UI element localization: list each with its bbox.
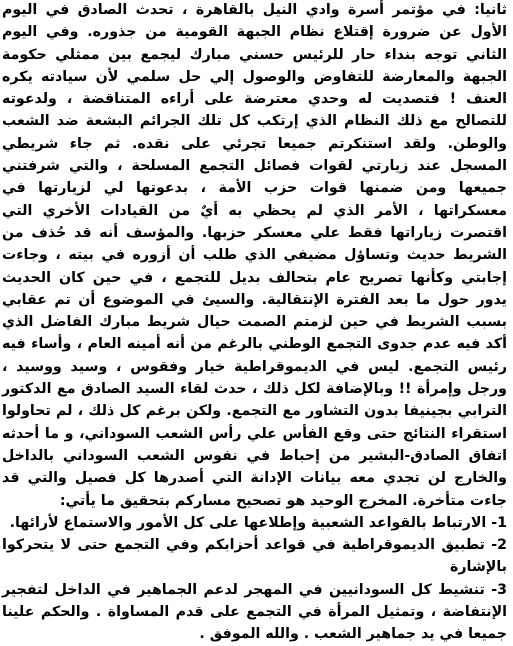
main-paragraph: ثانيا: في مؤتمر أسرة وادي النيل بالقاهرة ، تحدث الصادق في اليوم الأول عن ضرورة إقتلاع نظام الجبهة القومية من جذوره. وفي اليوم الثاني توجه بنداء حار للرئيس حسني مبارك ليجمع بين ممثلي حكومة الجبهة والمعارضة للتفاوض والوصول إلي حل سلمي لأن سيادته يكره العنف ! فتصديت له وحدي معترضة على أراءه المتناقضة ، ولدعوته للتصالح مع ذلك النظام الذي إرتكب كل تلك الجرائم البشعة ضد الشعب والوطن. ولقد استنكرتم جميعا تجرئي على نقده. ثم جاء شريطي المسجل عند زيارتي لقوات فصائل التجمع المسلحة ، والتي شرفتني جميعها ومن ضمنها قوات حزب الأمة ، بدعوتها لي لزيارتها في معسكراتها ، الأمر الذي لم يحظي به أيٌ من القيادات الأخري التي اقتصرت زياراتها فقط علي معسكر حزبها. والمؤسف أنه قد حُذف من الشريط حديث وتساؤل مضيفي الذي طلب أن أزوره في بيته ، وجاءت إجابتي وكأنها تصريح عام بتحالف بديل للتجمع ، في حين كان الحديث يدور حول ما بعد الفترة الإنتقالية. والسيئ في الموضوع أن تم عقابي بسبب الشريط في حين لزمتم الصمت حيال شريط مبارك الفاضل الذي أكد فيه عدم جدوى التجمع الوطني بالرغم من أنه أمينه العام ، وأساء فيه رئيس التجمع. ليس في الديموقراطية خيار وفقوس ، وسيد ووسيد ، ورجل وإمرأة !! وبالإضافة لكل ذلك ، حدث لقاء السيد الصادق مع الدكتور الترابي بجينيفا بدون التشاور مع التجمع. ولكن برغم كل ذلك ، لم تحاولوا استقراء النتائج حتى وقع الفأس علي رأس الشعب السوداني، و ما أحدثه اتفاق الصادق-البشير من إحباط في نفوس الشعب السوداني بالداخل والخارج لن تجدي معه بيانات الإدانة التي أصدرها كل فصيل والتي قد جاءت متأخرة. المخرج الوحيد هو تصحيح مساركم بتحقيق ما يأتي: [2, 2, 507, 509]
list-item-2: 2- تطبيق الديموقراطية في قواعد أحزابكم وفي التجمع حتى لا يتحركوا بالإشارة [2, 537, 507, 576]
list-item-1: 1- الارتباط بالقواعد الشعبية وإطلاعها على كل الأمور والاستماع لأرائها. [9, 514, 507, 531]
list-item-3: 3- تنشيط كل السودانيين في المهجر لدعم الجماهير في الداخل لتفجير الإنتفاضة ، وتمثيل المرأة في التجمع على قدم المساواة . والحكم علينا جميعا في يد جماهير الشعب . والله الموفق . [2, 581, 507, 643]
